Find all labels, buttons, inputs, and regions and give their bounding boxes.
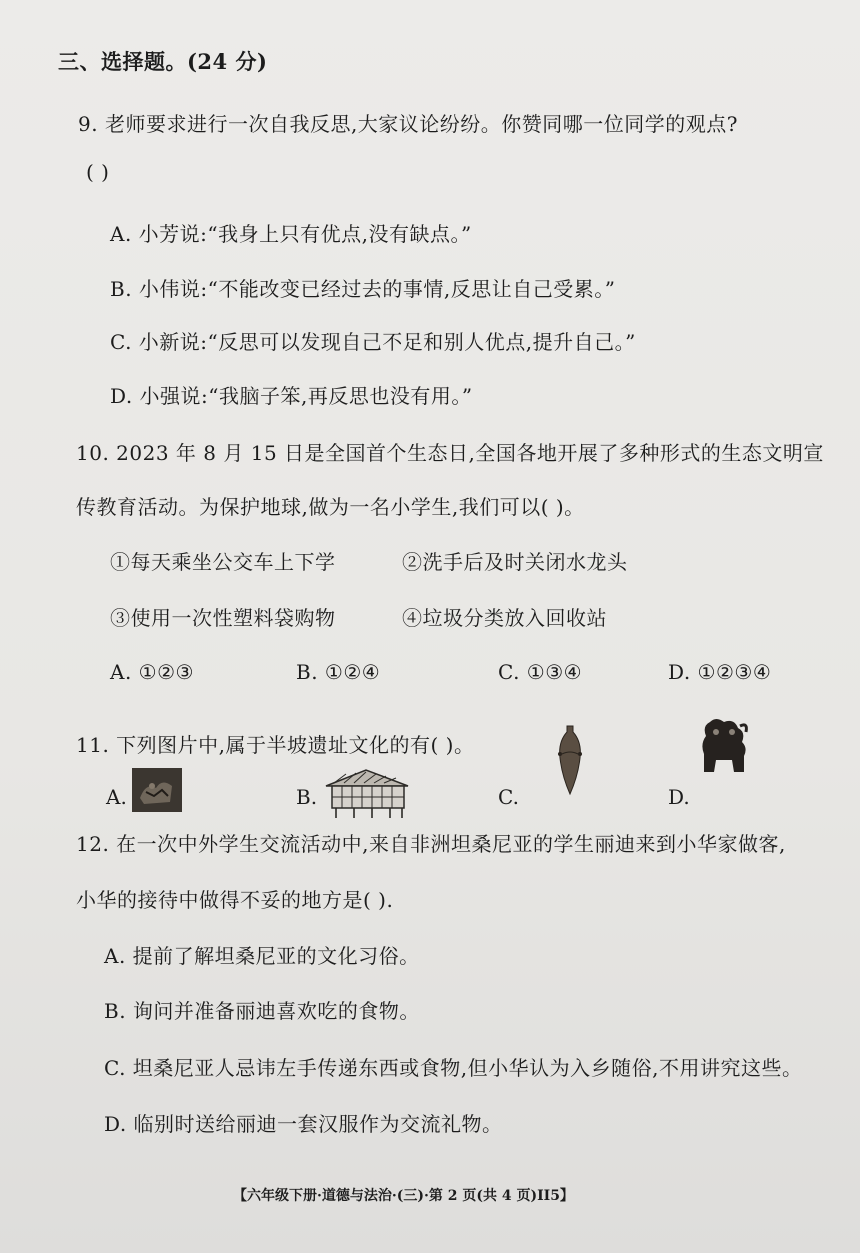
q10-choice-a[interactable]: A. ①②③ [110,660,194,684]
q9-option-d[interactable]: D. 小强说:“我脑子笨,再反思也没有用。” [110,384,473,408]
q12-stem-line1: 12. 在一次中外学生交流活动中,来自非洲坦桑尼亚的学生丽迪来到小华家做客, [76,832,786,856]
q11-label-c[interactable]: C. [498,785,519,809]
section-title: 三、选择题。(24 分) [58,49,268,74]
q11-image-c-pointed-bottle[interactable] [554,724,586,796]
q12-option-a[interactable]: A. 提前了解坦桑尼亚的文化习俗。 [104,944,420,968]
q10-choice-b[interactable]: B. ①②④ [296,660,381,684]
q11-label-a[interactable]: A. [106,785,127,809]
q11-label-b[interactable]: B. [296,785,318,809]
q10-item-3: ③使用一次性塑料袋购物 [110,606,336,630]
q12-option-d[interactable]: D. 临别时送给丽迪一套汉服作为交流礼物。 [104,1112,503,1136]
q9-blank: ( ) [86,160,110,184]
q10-item-2: ②洗手后及时关闭水龙头 [402,550,628,574]
q9-option-b[interactable]: B. 小伟说:“不能改变已经过去的事情,反思让自己受累。” [110,277,616,301]
q10-choice-c[interactable]: C. ①③④ [498,660,583,684]
q12-option-c[interactable]: C. 坦桑尼亚人忌讳左手传递东西或食物,但小华认为入乡随俗,不用讲究这些。 [104,1056,803,1080]
q11-label-d[interactable]: D. [668,785,690,809]
page-footer: 【六年级下册·道德与法治·(三)·第 2 页(共 4 页)II5】 [233,1188,574,1204]
q10-stem-line2: 传教育活动。为保护地球,做为一名小学生,我们可以( )。 [76,495,585,519]
q11-stem: 11. 下列图片中,属于半坡遗址文化的有( )。 [76,733,475,757]
q12-option-b[interactable]: B. 询问并准备丽迪喜欢吃的食物。 [104,999,420,1023]
q11-image-a-painted-pottery[interactable] [132,768,182,812]
q9-stem: 9. 老师要求进行一次自我反思,大家议论纷纷。你赞同哪一位同学的观点? [78,112,739,136]
q9-option-c[interactable]: C. 小新说:“反思可以发现自己不足和别人优点,提升自己。” [110,330,636,354]
q12-stem-line2: 小华的接待中做得不妥的地方是( ). [76,888,394,912]
q11-image-b-stilt-house[interactable] [318,766,414,820]
q10-choice-d[interactable]: D. ①②③④ [668,660,772,684]
q10-stem-line1: 10. 2023 年 8 月 15 日是全国首个生态日,全国各地开展了多种形式的生态文明宣 [76,441,824,465]
q10-item-1: ①每天乘坐公交车上下学 [110,550,336,574]
q10-item-4: ④垃圾分类放入回收站 [402,606,607,630]
q11-image-d-bronze-beast[interactable] [694,714,750,776]
q9-option-a[interactable]: A. 小芳说:“我身上只有优点,没有缺点。” [110,222,472,246]
